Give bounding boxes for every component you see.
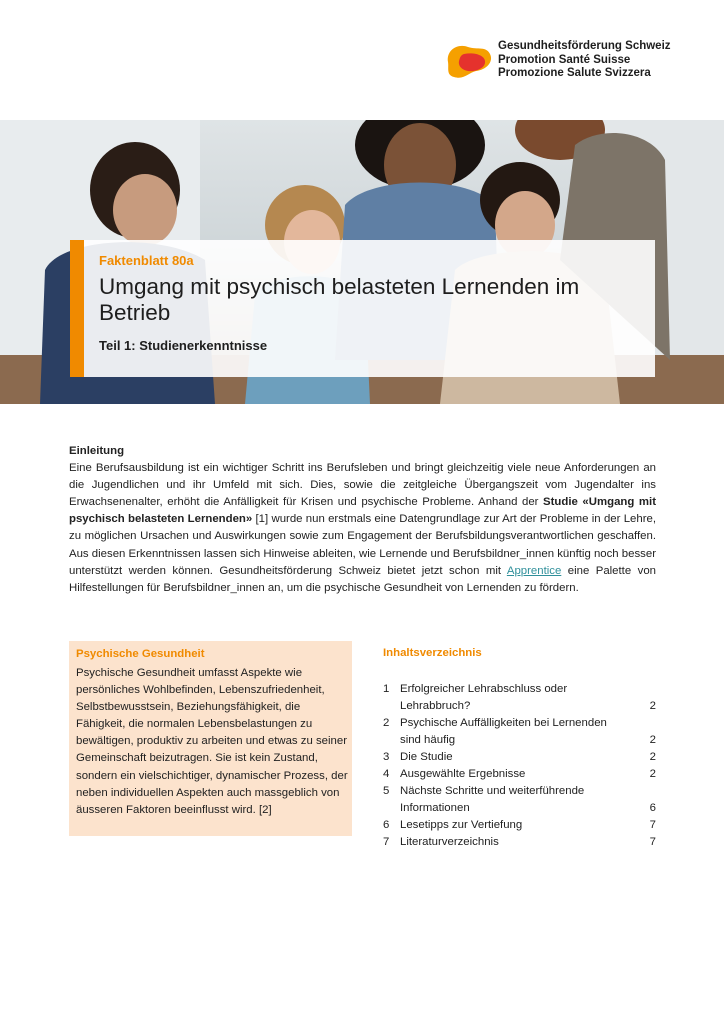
toc-number: 5 <box>383 785 390 797</box>
toc-item[interactable] <box>383 783 656 817</box>
toc-number: 2 <box>383 717 390 729</box>
toc-list <box>383 681 656 851</box>
intro-heading: Einleitung <box>69 445 125 457</box>
toc-label: Psychische Auffälligkeiten bei Lernenden sind häufig <box>400 717 607 746</box>
toc-item[interactable] <box>383 766 656 783</box>
toc-item[interactable] <box>383 817 656 834</box>
toc-item[interactable] <box>383 715 656 749</box>
toc-label: Lesetipps zur Vertiefung <box>400 819 523 831</box>
logo-mark-icon <box>440 40 494 82</box>
toc-number: 7 <box>383 836 390 848</box>
intro-section <box>69 443 656 597</box>
logo-line-de: Gesundheitsförderung Schweiz <box>498 40 671 52</box>
toc-page: 2 <box>649 734 656 746</box>
toc-page: 7 <box>649 836 656 848</box>
intro-text-1: Eine Berufsausbildung ist ein wichtiger Schritt ins Berufsleben und bringt gleichzeitig viele neue Anforderungen an die Jugendlichen und ihr Umfeld mit sich. Dies, sowie die zeitgleiche Übergangszeit vom Jugendalter ins Erwachsenenalter, erhöht die Anfälligkeit für Krisen und psychische Probleme. Anhand der <box>69 462 656 509</box>
toc-page: 2 <box>649 768 656 780</box>
toc-number: 1 <box>383 683 390 695</box>
title-box <box>70 240 655 377</box>
toc-label: Ausgewählte Ergebnisse <box>400 768 526 780</box>
accent-bar <box>70 240 84 377</box>
toc-number: 4 <box>383 768 390 780</box>
toc-item[interactable] <box>383 749 656 766</box>
toc-page: 2 <box>649 751 656 763</box>
toc-page: 6 <box>649 802 656 814</box>
toc-page: 7 <box>649 819 656 831</box>
apprentice-link[interactable]: Apprentice <box>506 564 562 577</box>
toc-title: Inhaltsverzeichnis <box>383 647 482 659</box>
info-box-text: Psychische Gesundheit umfasst Aspekte wie persönliches Wohlbefinden, Lebenszufriedenheit, Selbstbewusstsein, Beziehungsfähigkeit, die Fähigkeit, die normalen Lebensbelastungen zu bewältigen, produktiv zu arbeiten und etwas zu seiner Gemeinschaft beizutragen. Sie ist kein Zustand, sondern ein vielschichtiger, dynamischer Prozess, der neben individuellen Aspekten auch massgeblich von äusseren Faktoren beeinflusst wird. [2] <box>76 667 348 816</box>
toc-number: 6 <box>383 819 390 831</box>
toc-label: Literaturverzeichnis <box>400 836 499 848</box>
brand-logo <box>440 38 680 84</box>
intro-text-3: eine Palette von Hilfestellungen für Berufsbildner_innen an, um die psychische Gesundheit von Lernenden zu fördern. <box>69 564 656 594</box>
document-subtitle: Teil 1: Studienerkenntnisse <box>99 338 268 353</box>
logo-line-it: Promozione Salute Svizzera <box>498 67 651 79</box>
info-box <box>69 641 352 836</box>
intro-paragraph <box>69 460 656 597</box>
toc-label: Die Studie <box>400 751 453 763</box>
info-box-title: Psychische Gesundheit <box>76 648 205 660</box>
document-kicker: Faktenblatt 80a <box>99 253 194 268</box>
logo-text <box>498 40 671 81</box>
toc-label: Erfolgreicher Lehrabschluss oder Lehrabbruch? <box>400 683 568 712</box>
table-of-contents <box>383 647 656 848</box>
toc-number: 3 <box>383 751 390 763</box>
toc-item[interactable] <box>383 834 656 851</box>
study-name: Studie «Umgang mit psychisch belasteten Lernenden» <box>69 496 656 526</box>
intro-text-2: [1] wurde nun erstmals eine Datengrundlage zur Art der Probleme in der Lehre, zu möglichen Ursachen und Auswirkungen sowie zum Engagement der Berufsbildungsverantwortlichen geschaffen. Aus diesen Erkenntnissen lassen sich Hinweise ableiten, wie Lernende und Berufsbildner_innen künftig noch besser unterstützt werden können. Gesundheitsförderung Schweiz bietet jetzt schon mit <box>69 513 656 577</box>
toc-item[interactable] <box>383 681 656 715</box>
document-title: Umgang mit psychisch belasteten Lernenden im Betrieb <box>99 274 580 325</box>
toc-page: 2 <box>649 700 656 712</box>
logo-line-fr: Promotion Santé Suisse <box>498 53 631 66</box>
toc-label: Nächste Schritte und weiterführende Informationen <box>400 785 585 814</box>
